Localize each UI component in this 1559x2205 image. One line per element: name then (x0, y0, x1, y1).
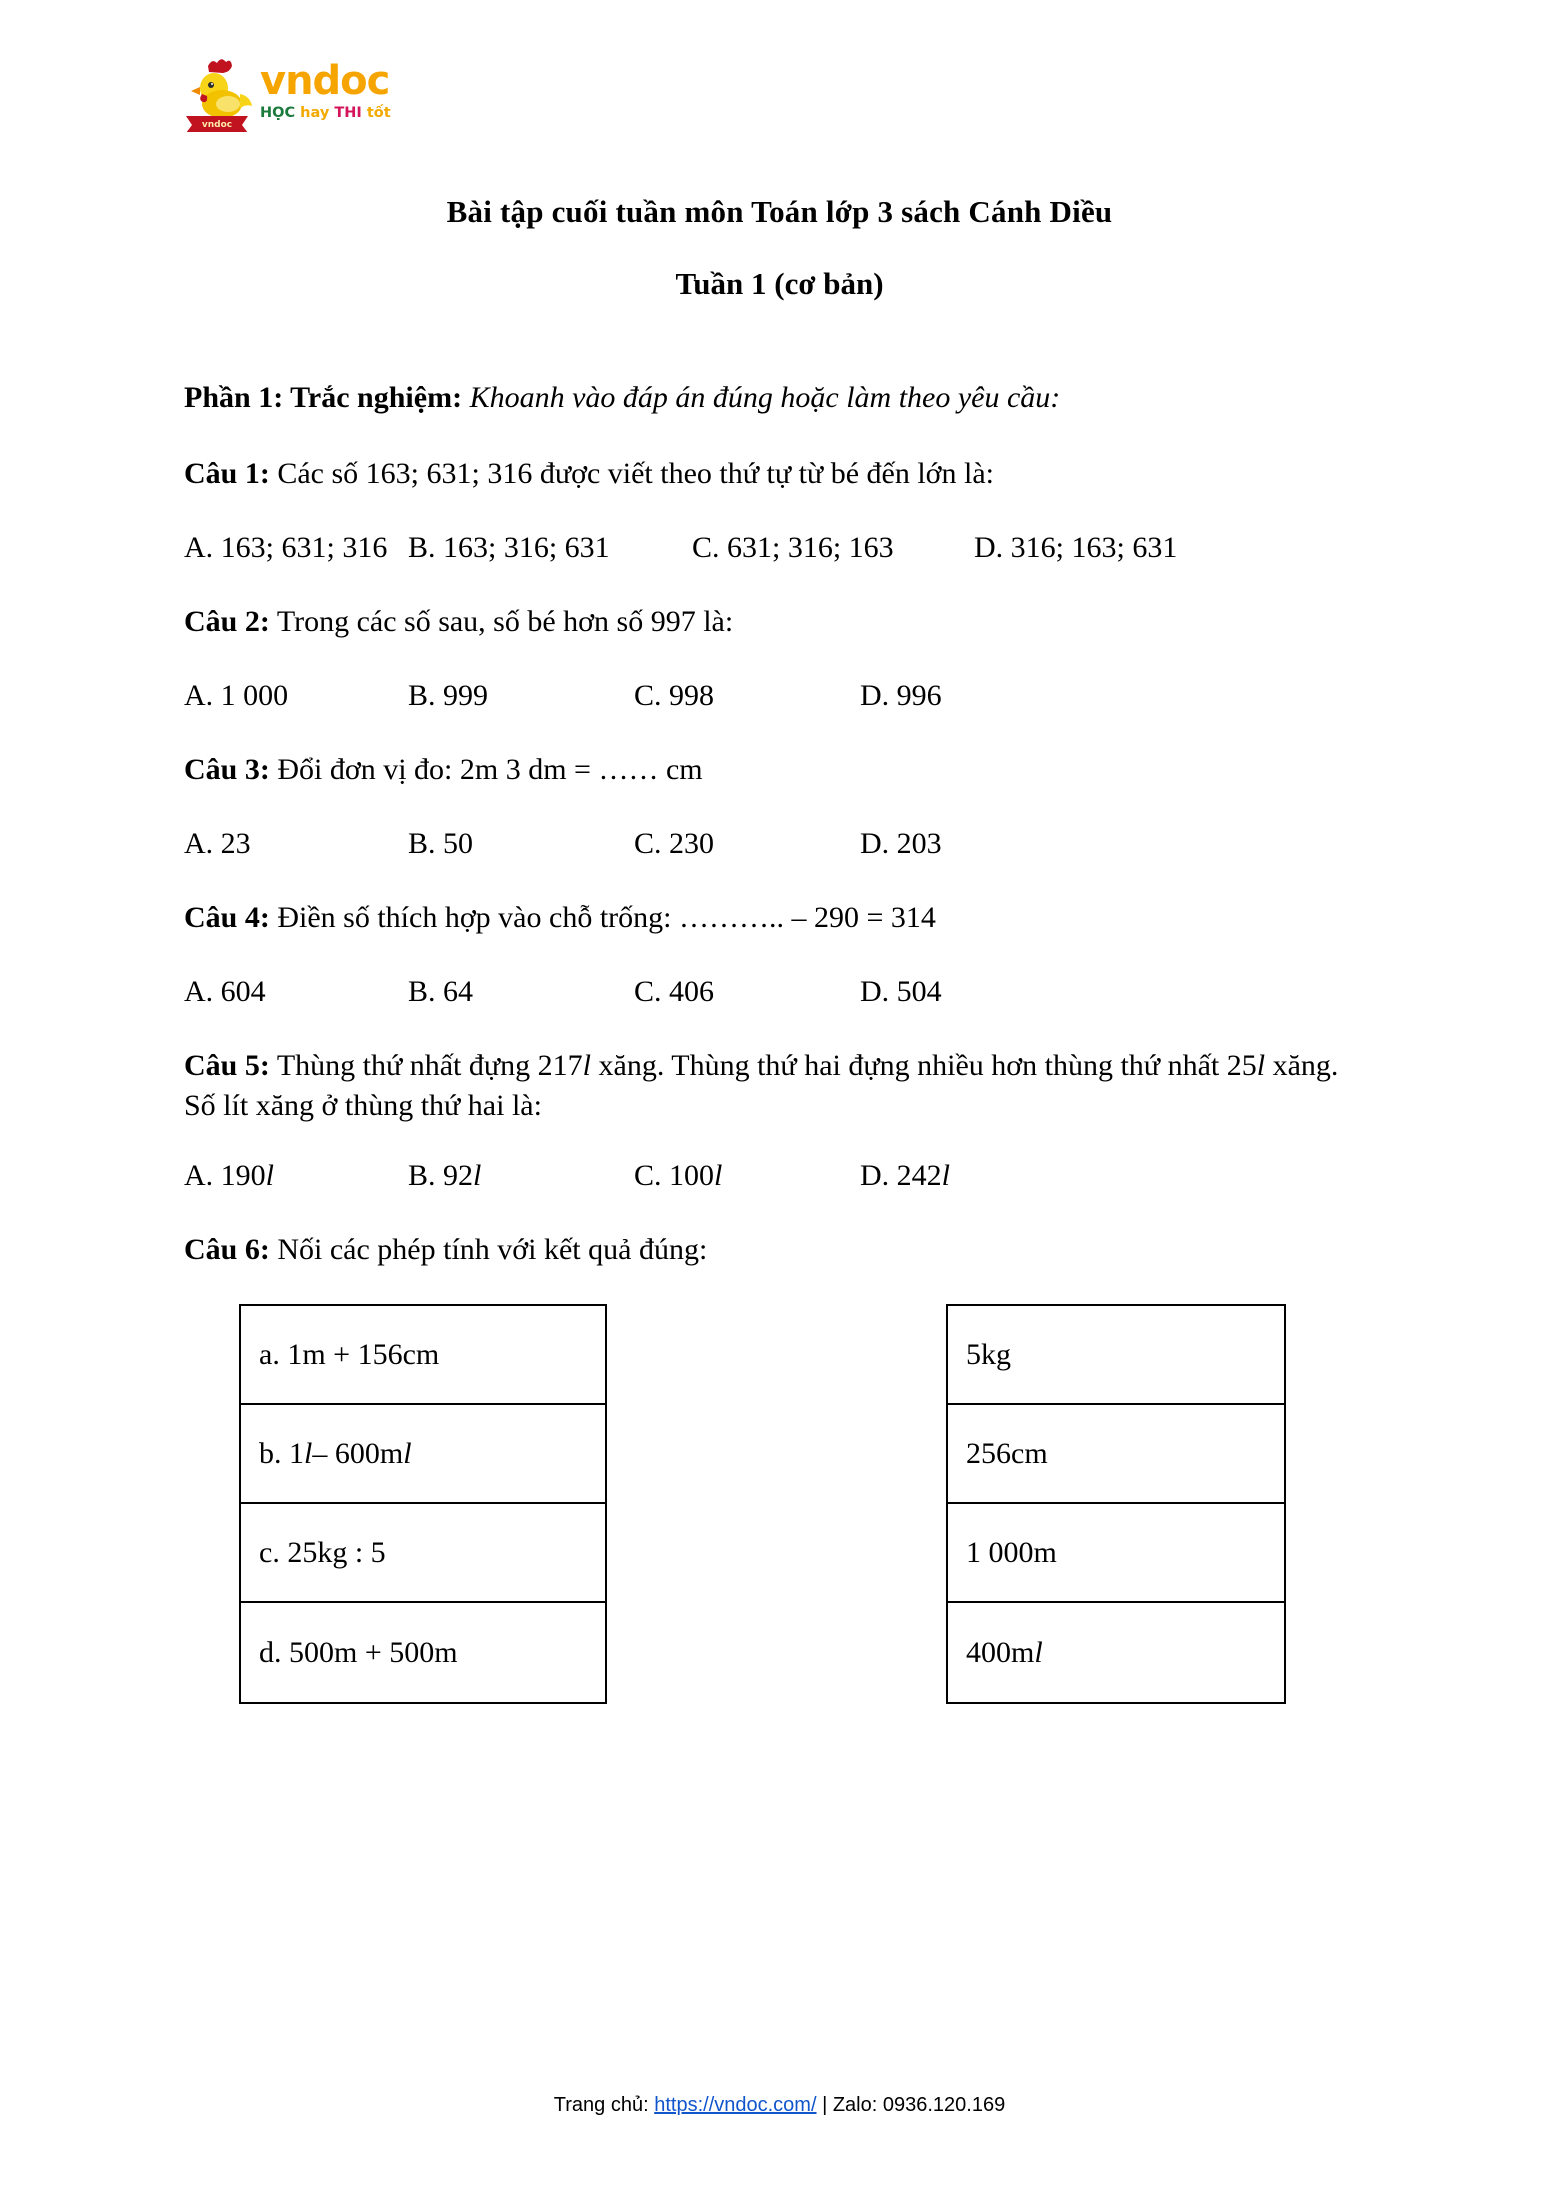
question-3 (184, 750, 1379, 790)
tagline-hay: hay (300, 105, 330, 121)
matching-left-item-b-post: – 600m (312, 1436, 404, 1470)
question-1-text: Các số 163; 631; 316 được viết theo thứ tự từ bé đến lớn là: (277, 457, 995, 490)
question-3-label: Câu 3: (184, 753, 270, 786)
matching-left-item-d[interactable] (241, 1603, 605, 1702)
question-3-option-a[interactable]: A. 23 (184, 827, 251, 860)
question-5-liter-2: l (1256, 1049, 1266, 1082)
question-5-option-b-value: B. 92 (408, 1159, 474, 1192)
matching-right-item-2-text: 256cm (966, 1436, 1048, 1470)
matching-left-item-d-text: d. 500m + 500m (259, 1635, 458, 1669)
question-6-text: Nối các phép tính với kết quả đúng: (277, 1233, 708, 1266)
svg-text:vndoc: vndoc (201, 120, 233, 130)
question-5-option-d-value: D. 242 (860, 1159, 942, 1192)
footer-suffix: | Zalo: 0936.120.169 (816, 2094, 1006, 2116)
matching-right-item-4-unit: l (1034, 1635, 1043, 1669)
question-5-text-a: Thùng thứ nhất đựng 217 (276, 1049, 583, 1082)
question-6-label: Câu 6: (184, 1233, 270, 1266)
question-3-option-d[interactable]: D. 203 (860, 827, 942, 860)
matching-right-item-4-pre: 400m (966, 1635, 1035, 1669)
rooster-mascot-icon (178, 54, 256, 132)
question-5-liter-1: l (582, 1049, 591, 1082)
tagline-tot: tốt (366, 105, 391, 121)
question-5-option-c-value: C. 100 (634, 1159, 715, 1192)
question-5 (184, 1046, 1344, 1126)
question-2-text: Trong các số sau, số bé hơn số 997 là: (276, 605, 734, 638)
question-4-option-c[interactable]: C. 406 (634, 975, 715, 1008)
question-4-option-b[interactable]: B. 64 (408, 975, 474, 1008)
footer-homepage-link[interactable]: https://vndoc.com/ (654, 2094, 817, 2116)
vndoc-logo[interactable] (178, 54, 438, 142)
question-3-text: Đổi đơn vị đo: 2m 3 dm = …… cm (277, 753, 703, 786)
question-5-option-b-unit: l (473, 1159, 482, 1192)
matching-left-item-b-pre: b. 1 (259, 1436, 304, 1470)
page-footer (0, 2094, 1559, 2117)
question-1-options (184, 528, 1379, 568)
document-title: Bài tập cuối tuần môn Toán lớp 3 sách Cánh Diều (446, 194, 1113, 229)
matching-left-item-b-unit1: l (304, 1436, 313, 1470)
matching-left-item-a-text: a. 1m + 156cm (259, 1337, 440, 1371)
question-2 (184, 602, 1379, 642)
section-header (184, 378, 1379, 418)
matching-left-item-b[interactable] (241, 1405, 605, 1504)
question-4-option-d[interactable]: D. 504 (860, 975, 942, 1008)
section-label: Phần 1: Trắc nghiệm: (184, 381, 463, 414)
question-5-text-c: nhất 25 (1167, 1049, 1257, 1082)
question-2-option-a[interactable]: A. 1 000 (184, 679, 289, 712)
question-5-option-a[interactable] (184, 1156, 274, 1196)
question-4-option-a[interactable]: A. 604 (184, 975, 266, 1008)
question-2-options (184, 676, 1379, 716)
question-4-label: Câu 4: (184, 901, 270, 934)
question-4 (184, 898, 1379, 938)
question-1 (184, 454, 1379, 494)
matching-left-column (239, 1304, 607, 1704)
matching-right-item-1-text: 5kg (966, 1337, 1011, 1371)
question-3-option-c[interactable]: C. 230 (634, 827, 715, 860)
question-3-options (184, 824, 1379, 864)
question-2-option-c[interactable]: C. 998 (634, 679, 715, 712)
question-4-options (184, 972, 1379, 1012)
question-2-label: Câu 2: (184, 605, 270, 638)
matching-left-item-c[interactable] (241, 1504, 605, 1603)
question-1-label: Câu 1: (184, 457, 270, 490)
document-subtitle: Tuần 1 (cơ bản) (675, 266, 884, 301)
question-2-option-b[interactable]: B. 999 (408, 679, 489, 712)
logo-text (260, 60, 440, 138)
footer-prefix: Trang chủ: (553, 2094, 655, 2116)
question-5-option-c-unit: l (714, 1159, 723, 1192)
question-5-text-b: xăng. Thùng thứ hai đựng nhiều hơn thùng thứ (591, 1049, 1161, 1082)
question-5-option-a-unit: l (265, 1159, 275, 1192)
matching-exercise (184, 1304, 1384, 1704)
question-1-option-d[interactable]: D. 316; 163; 631 (974, 531, 1178, 564)
logo-wordmark: vndoc (260, 58, 390, 104)
question-6 (184, 1230, 1379, 1270)
question-5-option-a-value: A. 190 (184, 1159, 266, 1192)
question-1-option-a[interactable]: A. 163; 631; 316 (184, 531, 388, 564)
matching-right-item-3-text: 1 000m (966, 1535, 1057, 1569)
matching-right-item-2[interactable] (948, 1405, 1284, 1504)
question-1-option-b[interactable]: B. 163; 316; 631 (408, 531, 610, 564)
document-body (180, 304, 1379, 1704)
matching-left-item-a[interactable] (241, 1306, 605, 1405)
tagline-thi: THI (334, 105, 362, 121)
question-5-option-b[interactable] (408, 1156, 481, 1196)
question-5-option-d-unit: l (941, 1159, 951, 1192)
matching-left-item-b-unit2: l (403, 1436, 412, 1470)
question-3-option-b[interactable]: B. 50 (408, 827, 474, 860)
matching-right-item-1[interactable] (948, 1306, 1284, 1405)
section-instruction: Khoanh vào đáp án đúng hoặc làm theo yêu cầu: (469, 381, 1061, 414)
question-5-label: Câu 5: (184, 1049, 270, 1082)
question-5-options (184, 1156, 1379, 1196)
tagline-hoc: HỌC (260, 105, 296, 121)
matching-right-column (946, 1304, 1286, 1704)
question-5-text-d: xăng. Số lít xăng ở thùng thứ hai là: (184, 1049, 1339, 1122)
matching-right-item-3[interactable] (948, 1504, 1284, 1603)
question-5-option-d[interactable] (860, 1156, 950, 1196)
matching-left-item-c-text: c. 25kg : 5 (259, 1535, 386, 1569)
matching-right-item-4[interactable] (948, 1603, 1284, 1702)
question-1-option-c[interactable]: C. 631; 316; 163 (692, 531, 894, 564)
question-4-text: Điền số thích hợp vào chỗ trống: ……….. – 290 = 314 (277, 901, 936, 934)
question-5-option-c[interactable] (634, 1156, 722, 1196)
question-2-option-d[interactable]: D. 996 (860, 679, 942, 712)
logo-tagline (260, 104, 440, 122)
